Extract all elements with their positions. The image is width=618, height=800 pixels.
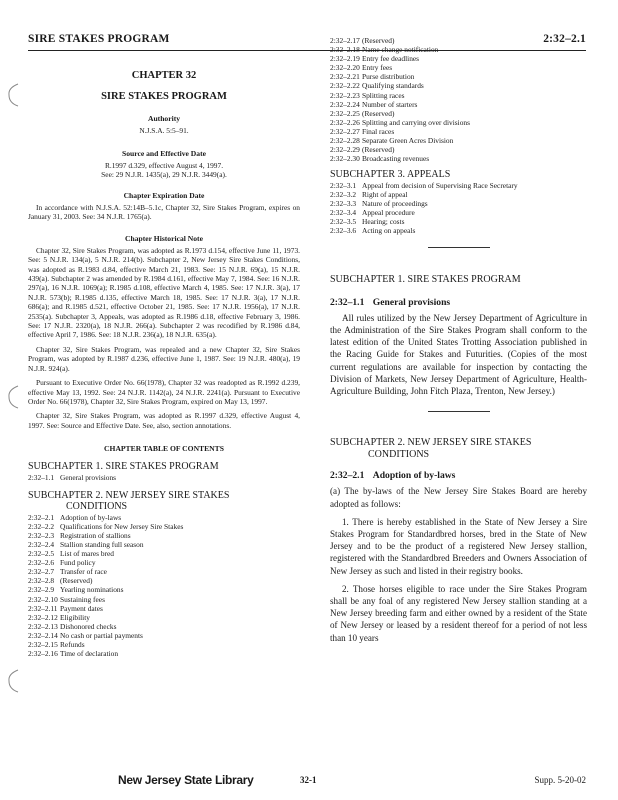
toc-entry-number: 2:32–2.6 [28, 558, 55, 568]
toc-entry-number: 2:32–2.13 [28, 621, 58, 631]
toc-entry-title: Stallion standing full season [60, 540, 144, 549]
toc-entry-title: Broadcasting revenues [362, 154, 430, 164]
toc-entry-title: Dishonored checks [60, 621, 117, 631]
toc-entry-number: 2:32–2.12 [28, 612, 58, 622]
toc-list [330, 36, 587, 163]
toc-entry-number: 2:32–2.8 [28, 576, 55, 586]
expiration-text: In accordance with N.J.S.A. 52:14B–5.1c, Chapter 32, Sire Stakes Program, expires on January 31, 2003. See: 34 N.J.R. 1765(a). [28, 203, 300, 222]
section-title: Adoption of by-laws [372, 470, 456, 482]
toc-entry [28, 473, 300, 482]
toc-entry-number: 2:32–1.1 [28, 472, 55, 482]
running-header-section: 2:32–2.1 [543, 33, 586, 45]
toc-entry-number: 2:32–3.2 [330, 189, 357, 199]
toc-entry-title: Acting on appeals [362, 226, 416, 236]
toc-entry [330, 127, 587, 136]
toc-entry-number: 2:32–2.21 [330, 72, 360, 82]
toc-entry-number: 2:32–2.3 [28, 530, 55, 540]
history-paragraph: Chapter 32, Sire Stakes Program, was repealed and a new Chapter 32, Sire Stakes Program, was adopted by R.1987 d.236, effective June 1, 1987. See: 19 N.J.R. 480(a), 19 N.J.R. 924(a). [28, 344, 300, 373]
section-number: 2:32–2.1 [330, 470, 365, 482]
toc-entry [330, 199, 587, 208]
toc-entry-title: Refunds [60, 640, 85, 650]
section-body-text: (a) The by-laws of the New Jersey Sire Stakes Board are hereby adopted as follows: [330, 486, 587, 509]
library-stamp: New Jersey State Library [118, 773, 254, 787]
toc-entry-title: Yearling nominations [60, 585, 124, 595]
toc-entry [28, 513, 300, 522]
toc-entry-number: 2:32–3.1 [330, 180, 357, 190]
toc-entry-title: Appeal from decision of Supervising Race Secretary [362, 180, 518, 190]
toc-entry-number: 2:32–2.15 [28, 640, 58, 650]
toc-entry [28, 576, 300, 585]
toc-entry [28, 549, 300, 558]
toc-entry-title: Hearing; costs [362, 217, 405, 227]
toc-entry-number: 2:32–2.1 [28, 512, 55, 522]
right-column [330, 36, 587, 644]
toc-entry-title: No cash or partial payments [60, 630, 143, 640]
toc-entry [330, 217, 587, 226]
toc-entry [330, 72, 587, 81]
toc-entry [330, 54, 587, 63]
history-paragraph: Chapter 32, Sire Stakes Program, was adopted as R.1997 d.329, effective August 4, 1997. See: Source and Effective Date. See, also, section annotations. [28, 411, 300, 430]
toc-entry-title: Adoption of by-laws [60, 512, 122, 522]
toc-entry-number: 2:32–2.30 [330, 154, 360, 164]
toc-entry-title: Registration of stallions [60, 530, 131, 540]
toc-entry-number: 2:32–2.7 [28, 567, 55, 577]
toc-list [28, 513, 300, 659]
toc-entry [28, 622, 300, 631]
toc-entry-title: (Reserved) [60, 576, 93, 586]
source-text: R.1997 d.329, effective August 4, 1997. See: 29 N.J.R. 1435(a), 29 N.J.R. 3449(a). [101, 161, 227, 179]
toc-list [330, 181, 587, 236]
toc-entry [28, 613, 300, 622]
toc-entry-number: 2:32–2.25 [330, 108, 360, 118]
toc-entry [28, 522, 300, 531]
toc-subchapter-2-title-cont: CONDITIONS [66, 501, 128, 513]
page-number: 32-1 [300, 775, 317, 785]
toc-entry-title: Entry fee deadlines [362, 54, 420, 64]
toc-entry [330, 181, 587, 190]
toc-entry [330, 63, 587, 72]
section-body-text: 1. There is hereby established in the State of New Jersey a Sire Stakes Program for Standardbred horses, bred in the State of New Jersey and to be the product of a registered New Jersey stallion, registered with the Standardbred Breeders and Owners Association of New Jersey as such and listed in their registry books. [330, 516, 587, 576]
toc-entry-number: 2:32–2.28 [330, 136, 360, 146]
toc-entry-title: (Reserved) [362, 108, 395, 118]
toc-entry [28, 531, 300, 540]
toc-entry [28, 585, 300, 594]
toc-entry-number: 2:32–3.5 [330, 217, 357, 227]
toc-entry-title: Qualifications for New Jersey Sire Stakes [60, 521, 184, 531]
toc-entry-number: 2:32–2.24 [330, 99, 360, 109]
toc-entry-title: Time of declaration [60, 649, 119, 659]
section-body-text: 2. Those horses eligible to race under the Sire Stakes Program shall be any foal of any registered New Jersey stallion standing at a New Jersey breeding farm and either owned by a resident of the State of New Jersey or leased by a resident thereof for a period of not less than 10 years [330, 583, 587, 643]
toc-entry-title: Payment dates [60, 603, 103, 613]
toc-entry [330, 154, 587, 163]
toc-entry-title: Qualifying standards [362, 81, 424, 91]
subchapter-2-heading: SUBCHAPTER 2. NEW JERSEY SIRE STAKES [330, 437, 532, 449]
punch-mark-icon [6, 384, 22, 410]
subchapter-2-heading-cont: CONDITIONS [368, 448, 430, 460]
toc-entry [330, 145, 587, 154]
toc-entry [28, 595, 300, 604]
section-heading [330, 470, 587, 481]
toc-entry-number: 2:32–2.14 [28, 630, 58, 640]
chapter-title: SIRE STAKES PROGRAM [101, 91, 227, 102]
authority-text: N.J.S.A. 5:5–91. [139, 126, 189, 135]
toc-entry [28, 604, 300, 613]
toc-entry [28, 631, 300, 640]
toc-entry [28, 558, 300, 567]
toc-entry-number: 2:32–2.29 [330, 145, 360, 155]
toc-entry [330, 136, 587, 145]
toc-entry-number: 2:32–2.16 [28, 649, 58, 659]
toc-entry [330, 81, 587, 90]
running-header-title: SIRE STAKES PROGRAM [28, 33, 170, 45]
toc-entry-title: Right of appeal [362, 189, 408, 199]
section-number: 2:32–1.1 [330, 296, 365, 308]
toc-entry-number: 2:32–2.20 [330, 63, 360, 73]
toc-entry-number: 2:32–3.3 [330, 199, 357, 208]
toc-heading: CHAPTER TABLE OF CONTENTS [104, 444, 224, 454]
toc-entry-title: List of mares bred [60, 549, 114, 559]
toc-entry-number: 2:32–2.18 [330, 45, 360, 55]
history-heading: Chapter Historical Note [125, 233, 203, 243]
toc-entry [28, 567, 300, 576]
toc-entry [330, 100, 587, 109]
toc-entry-title: Splitting and carrying over divisions [362, 117, 470, 127]
toc-subchapter-2-title: SUBCHAPTER 2. NEW JERSEY SIRE STAKES [28, 489, 230, 501]
toc-entry-title: Number of starters [362, 99, 418, 109]
toc-entry-number: 2:32–2.23 [330, 90, 360, 100]
toc-entry [330, 118, 587, 127]
toc-entry-number: 2:32–2.9 [28, 585, 55, 595]
toc-entry-title: General provisions [60, 472, 117, 482]
toc-entry-title: Final races [362, 126, 395, 136]
toc-entry [330, 109, 587, 118]
toc-entry [28, 640, 300, 649]
toc-entry-number: 2:32–2.10 [28, 594, 58, 604]
toc-entry-number: 2:32–3.6 [330, 226, 357, 236]
toc-entry-title: Sustaining fees [60, 594, 105, 604]
toc-entry-title: Appeal procedure [362, 208, 415, 218]
history-paragraph: Pursuant to Executive Order No. 66(1978), Chapter 32 was readopted as R.1992 d.239, effective May 13, 1992. See: 24 N.J.R. 1142(a), 24 N.J.R. 2241(a). Pursuant to Executive Order No. 66(1978), Chapter 32, Sire Stakes Program, expired on May 13, 1997. [28, 378, 300, 406]
toc-entry-title: Transfer of race [60, 567, 107, 577]
toc-entry-title: Eligibility [60, 612, 90, 622]
authority-heading: Authority [147, 114, 181, 123]
toc-entry-title: Separate Green Acres Division [362, 136, 454, 146]
toc-entry-title: (Reserved) [362, 36, 395, 45]
left-column [28, 62, 300, 658]
chapter-number: CHAPTER 32 [131, 70, 197, 81]
supplement-date: Supp. 5-20-02 [534, 775, 586, 785]
toc-entry [28, 649, 300, 658]
toc-entry-title: Fund policy [60, 558, 96, 568]
toc-entry-number: 2:32–2.2 [28, 521, 55, 531]
history-paragraph: Chapter 32, Sire Stakes Program, was adopted as R.1973 d.154, effective June 11, 1973. See: 5 N.J.R. 134(a), 5 N.J.R. 214(b). Subchapter 2, New Jersey Sire Stakes Conditions, was adopted as R.1983 d.84, effective March 21, 1983. See: 15 N.J.R. 69(a), 15 N.J.R. 439(a). Subchapter 2 was amended by R.1984 d.161, effective May 7, 1984. See: 16 N.J.R. 297(a), 16 N.J.R. 1069(a); R.1985 d.108, effective March 4, 1985. See: 17 N.J.R. 3(a), 17 N.J.R. 573(b); R.1985 d.135, effective March 18, 1985. See: 17 N.J.R. 3(a), 17 N.J.R. 686(a); and R.1985 d.521, effective October 21, 1985. See: 17 N.J.R. 1956(a), 17 N.J.R. 2535(a). Subchapter 3, Appeals, was adopted as R.1986 d.18, effective February 3, 1986. See: 17 N.J.R. 2320(a), 18 N.J.R. 266(a). Subchapter 2 was recodified by R.1986 d.84, effective April 7, 1986. See: 18 N.J.R. 236(a), 18 N.J.R. 635(a). [28, 245, 300, 340]
subchapter-1-heading: SUBCHAPTER 1. SIRE STAKES PROGRAM [330, 274, 521, 286]
toc-subchapter-1-title: SUBCHAPTER 1. SIRE STAKES PROGRAM [28, 461, 219, 473]
toc-entry [330, 190, 587, 199]
toc-subchapter-3-title: SUBCHAPTER 3. APPEALS [330, 169, 451, 181]
toc-entry-title: Nature of proceedings [362, 199, 428, 208]
toc-entry [330, 226, 587, 235]
section-divider [428, 247, 490, 248]
toc-entry-title: Name change notification [362, 45, 439, 55]
toc-entry [330, 91, 587, 100]
toc-entry-number: 2:32–3.4 [330, 208, 357, 218]
toc-entry-title: (Reserved) [362, 145, 395, 155]
source-heading: Source and Effective Date [121, 149, 206, 158]
toc-entry-number: 2:32–2.19 [330, 54, 360, 64]
section-title: General provisions [372, 296, 451, 308]
expiration-heading: Chapter Expiration Date [123, 191, 205, 200]
section-heading [330, 297, 587, 308]
toc-entry-title: Splitting races [362, 90, 405, 100]
punch-mark-icon [6, 668, 22, 694]
toc-entry-number: 2:32–2.11 [28, 603, 58, 613]
toc-entry [330, 208, 587, 217]
section-body-text: All rules utilized by the New Jersey Department of Agriculture in the Administration of the Sire Stakes Program shall conform to the latest edition of the United States Trotting Association published in the Racing Guide for Stakes and Futurities. (Copies of the most current regulations are available for inspection by contacting the Division of Markets, New Jersey Department of Agriculture, Health-Agriculture Building, John Fitch Plaza, Trenton, New Jersey.) [330, 312, 587, 397]
toc-entry [28, 540, 300, 549]
toc-entry-number: 2:32–2.22 [330, 81, 360, 91]
toc-entry-number: 2:32–2.5 [28, 549, 55, 559]
toc-entry-number: 2:32–2.17 [330, 36, 360, 45]
toc-entry [330, 36, 587, 45]
toc-entry [330, 45, 587, 54]
toc-entry-title: Purse distribution [362, 72, 415, 82]
toc-entry-title: Entry fees [362, 63, 393, 73]
toc-list [28, 473, 300, 482]
toc-entry-number: 2:32–2.27 [330, 126, 360, 136]
punch-mark-icon [6, 82, 22, 108]
section-divider [428, 411, 490, 412]
toc-entry-number: 2:32–2.26 [330, 117, 360, 127]
toc-entry-number: 2:32–2.4 [28, 540, 55, 549]
